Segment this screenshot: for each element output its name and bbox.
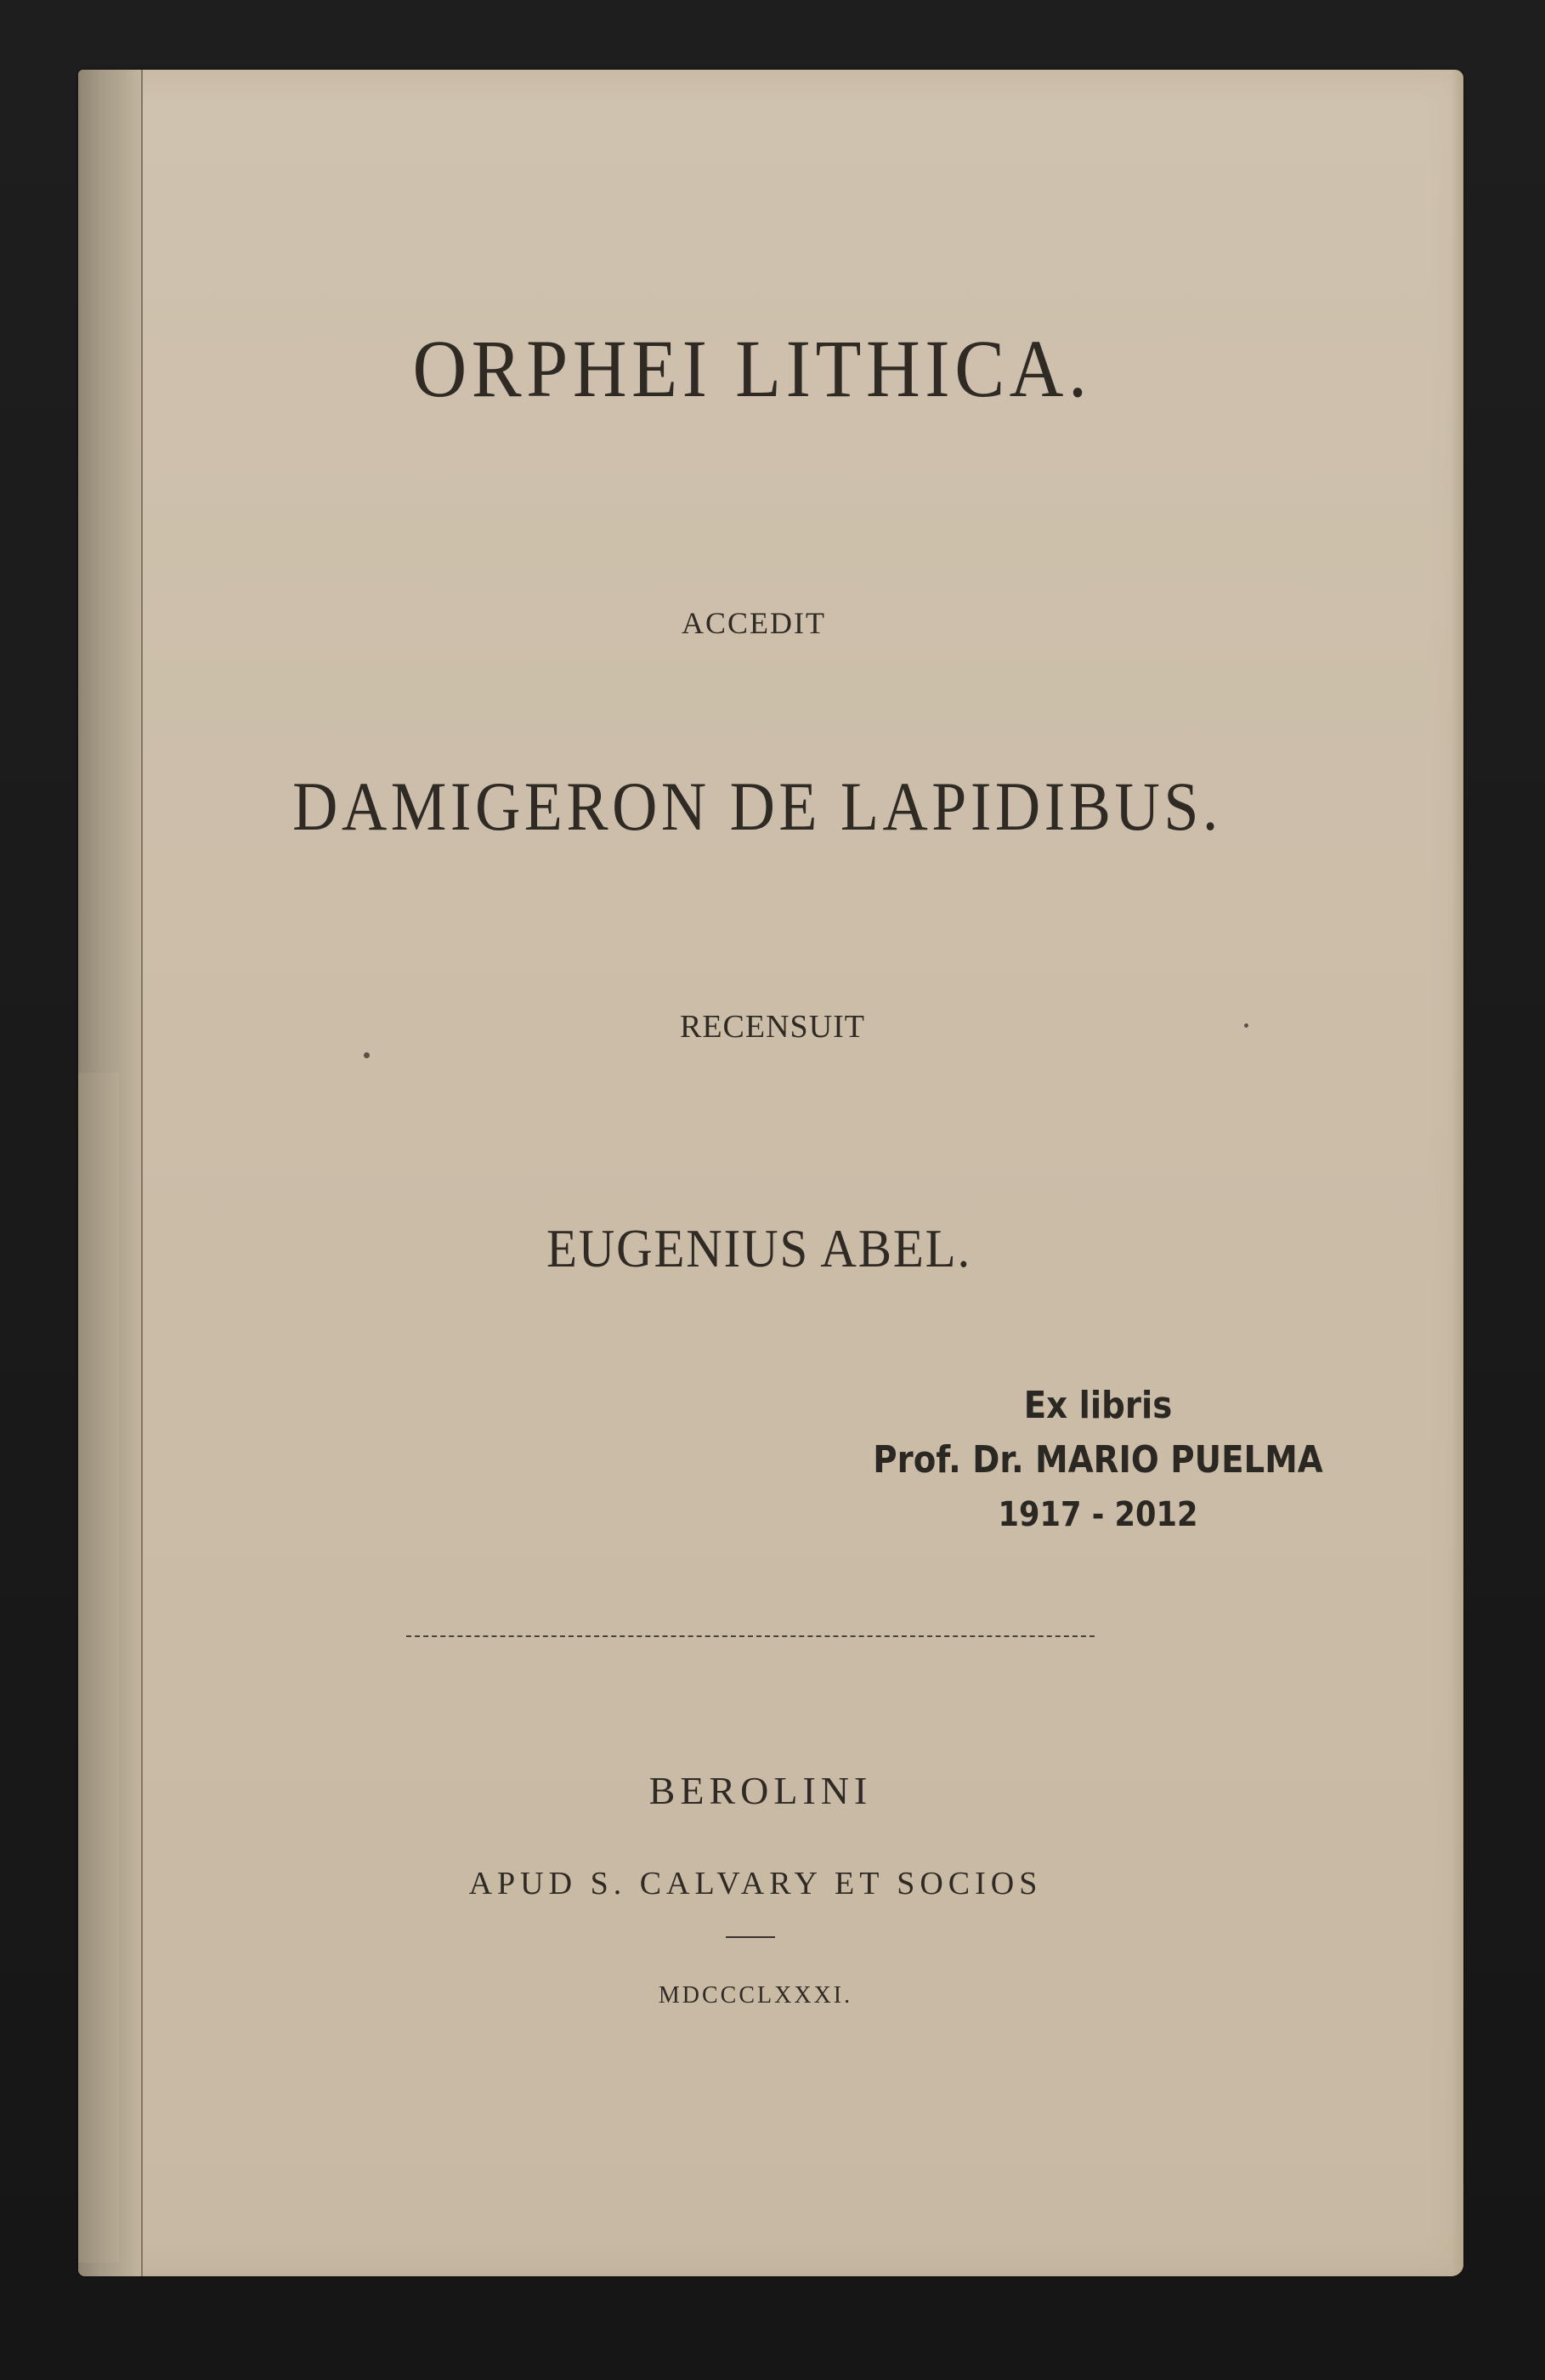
imprint-year: MDCCCLXXXI. xyxy=(658,1982,853,2009)
divider-rule xyxy=(406,1635,1095,1637)
recensuit-label: RECENSUIT xyxy=(680,1009,865,1045)
ex-libris-stamp xyxy=(801,1379,1395,1542)
spine-wear xyxy=(78,1073,119,2263)
paper-speck xyxy=(1244,1023,1248,1028)
book-title: ORPHEI LITHICA. xyxy=(412,323,1092,414)
author-name: EUGENIUS ABEL. xyxy=(546,1218,972,1278)
page-edge xyxy=(1452,70,1463,2276)
short-divider xyxy=(726,1936,775,1938)
imprint-city: BEROLINI xyxy=(648,1769,873,1812)
paper-speck xyxy=(364,1052,370,1058)
stamp-line-1: Ex libris xyxy=(1023,1384,1173,1427)
stamp-line-2: Prof. Dr. MARIO PUELMA xyxy=(873,1438,1323,1482)
accedit-label: ACCEDIT xyxy=(682,606,826,640)
imprint-publisher: APUD S. CALVARY ET SOCIOS xyxy=(468,1866,1043,1901)
title-page xyxy=(78,70,1463,2276)
stamp-line-3: 1917 - 2012 xyxy=(998,1495,1198,1534)
book-subtitle: DAMIGERON DE LAPIDIBUS. xyxy=(292,768,1222,845)
